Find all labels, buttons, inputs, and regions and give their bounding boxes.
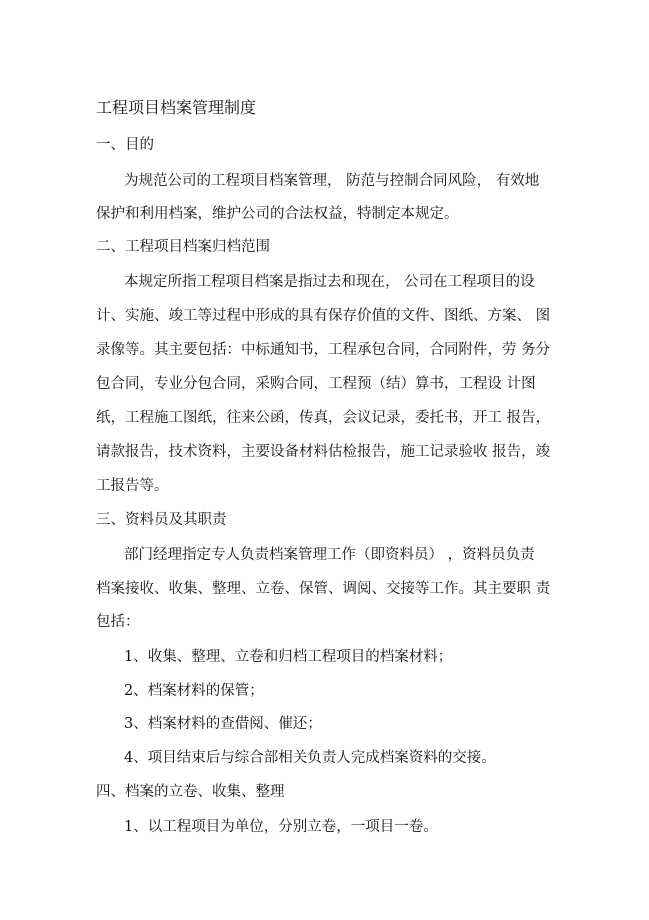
section-3-text-line: 部门经理指定专人负责档案管理工作（即资料员） ，资料员负责 [124, 547, 535, 563]
section-2-text-line: 请款报告，技术资料，主要设备材料估检报告，施工记录验收 报告，竣 [96, 444, 551, 460]
section-2-text-line: 工报告等。 [96, 478, 169, 494]
section-3-list-item: 1、收集、整理、立卷和归档工程项目的档案材料； [124, 649, 453, 665]
section-2-text-line: 计、实施、竣工等过程中形成的具有保存价值的文件、图纸、方案、 图 [96, 308, 551, 324]
section-1-text-line: 为规范公司的工程项目档案管理， 防范与控制合同风险， 有效地 [124, 173, 540, 189]
section-2-text-line: 录像等。其主要包括：中标通知书，工程承包合同，合同附件，劳 务分 [96, 342, 551, 358]
section-3-list-item: 3、档案材料的查借阅、催还； [124, 716, 322, 732]
section-3-text-line: 档案接收、收集、整理、立卷、保管、调阅、交接等工作。其主要职 责 [96, 581, 551, 597]
section-2-heading: 二、工程项目档案归档范围 [96, 239, 270, 255]
section-3-list-item: 2、档案材料的保管； [124, 683, 264, 699]
section-4-list-item: 1、以工程项目为单位，分别立卷，一项目一卷。 [124, 819, 438, 835]
section-2-text-line: 包合同，专业分包合同，采购合同，工程预（结）算书，工程设 计图 [96, 376, 536, 392]
document-title: 工程项目档案管理制度 [96, 98, 257, 117]
section-2-text-line: 纸，工程施工图纸，往来公函，传真，会议记录，委托书，开工 报告， [96, 410, 551, 426]
section-3-list-item: 4、项目结束后与综合部相关负责人完成档案资料的交接。 [124, 750, 496, 766]
section-4-heading: 四、档案的立卷、收集、整理 [96, 784, 285, 800]
section-3-heading: 三、资料员及其职责 [96, 512, 227, 528]
section-1-heading: 一、目的 [96, 137, 154, 153]
section-3-text-line: 包括： [96, 614, 140, 630]
section-2-text-line: 本规定所指工程项目档案是指过去和现在， 公司在工程项目的设 [124, 274, 535, 290]
section-1-text-line: 保护和利用档案，维护公司的合法权益，特制定本规定。 [96, 206, 459, 222]
